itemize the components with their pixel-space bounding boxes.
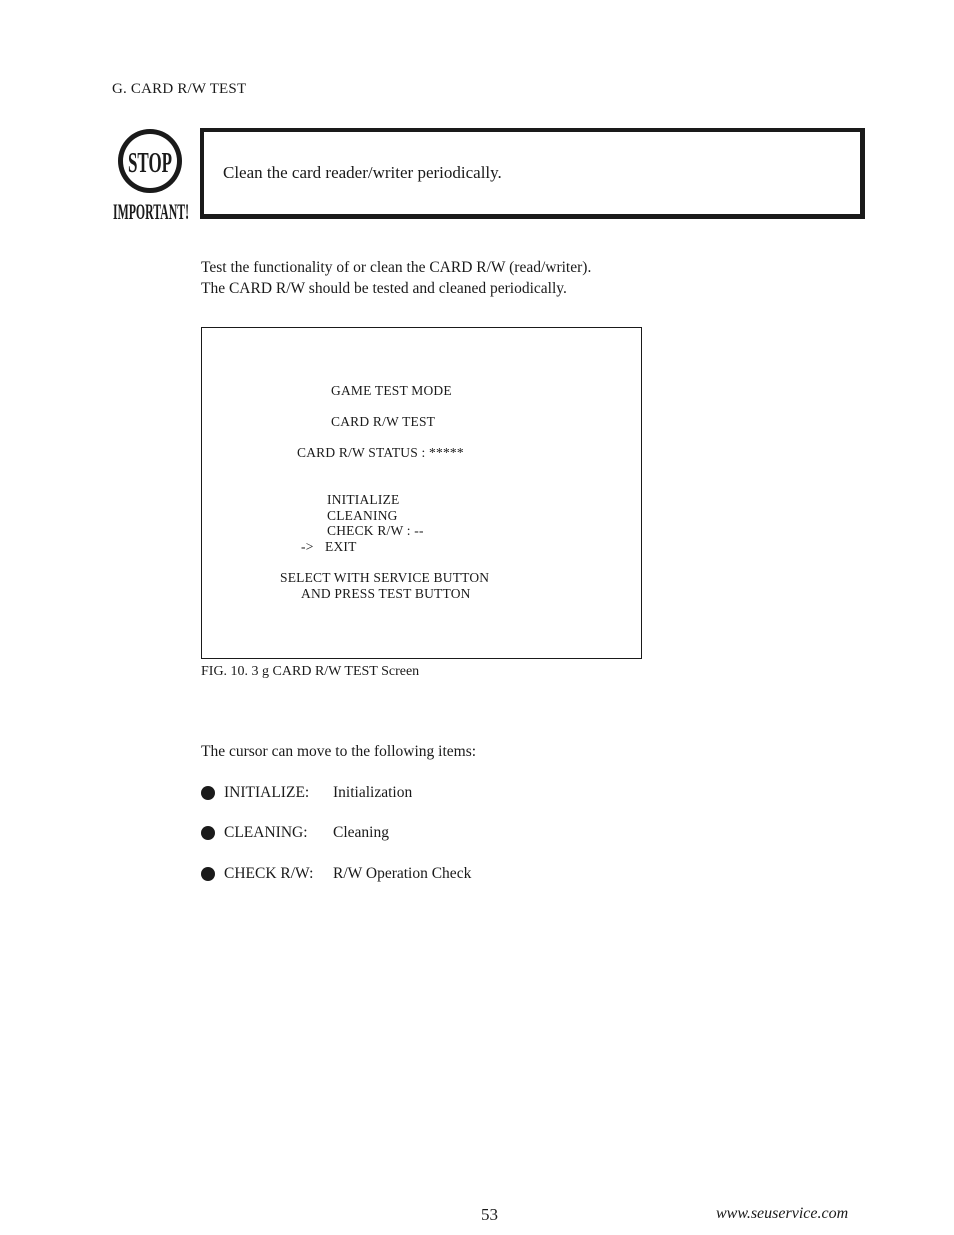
screen-instruction-1: SELECT WITH SERVICE BUTTON: [280, 570, 490, 585]
menu-cursor-arrow: ->: [301, 539, 314, 554]
menu-item-exit: EXIT: [325, 539, 357, 554]
stop-important-icon: [112, 127, 190, 223]
footer-url: www.seuservice.com: [716, 1205, 849, 1222]
item-term: CHECK R/W:: [224, 865, 314, 882]
screen-test-title: CARD R/W TEST: [331, 414, 436, 429]
figure-caption: FIG. 10. 3 g CARD R/W TEST Screen: [201, 664, 420, 679]
section-title: G. CARD R/W TEST: [112, 81, 247, 97]
stop-icon-text: STOP: [128, 148, 172, 179]
intro-line-2: The CARD R/W should be tested and cleaned periodically.: [201, 280, 567, 297]
notice-text: Clean the card reader/writer periodically.: [223, 163, 502, 182]
cursor-intro: The cursor can move to the following items:: [201, 743, 477, 760]
important-notice-box: [200, 128, 865, 219]
item-description: Cleaning: [333, 824, 389, 841]
screen-status: CARD R/W STATUS : *****: [297, 445, 464, 460]
item-term: CLEANING:: [224, 824, 308, 841]
screen-instruction-2: AND PRESS TEST BUTTON: [301, 586, 471, 601]
bullet-icon: [201, 786, 215, 800]
screen-mode-title: GAME TEST MODE: [331, 383, 452, 398]
page-number: 53: [481, 1205, 498, 1224]
intro-paragraph: [201, 257, 591, 299]
bullet-icon: [201, 867, 215, 881]
test-screen-figure: [201, 327, 642, 659]
menu-item-initialize: INITIALIZE: [327, 492, 400, 507]
menu-item-cleaning: CLEANING: [327, 508, 398, 523]
item-description: R/W Operation Check: [333, 865, 472, 882]
item-term: INITIALIZE:: [224, 784, 310, 801]
important-icon-text: IMPORTANT!: [113, 199, 189, 224]
item-description: Initialization: [333, 784, 413, 801]
intro-line-1: Test the functionality of or clean the CARD R/W (read/writer).: [201, 259, 592, 276]
menu-item-check: CHECK R/W : --: [327, 523, 424, 538]
bullet-icon: [201, 826, 215, 840]
